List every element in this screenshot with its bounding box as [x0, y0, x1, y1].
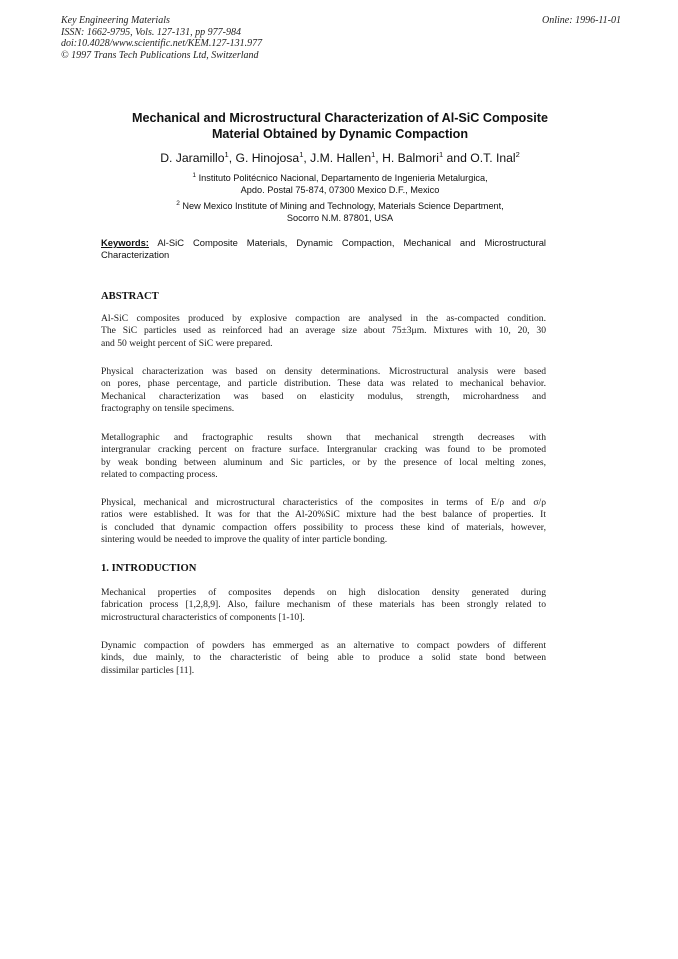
text-line: ratios were established. It was for that the Al-20%SiC mixture had the best balance of properties. It — [101, 509, 546, 521]
paper-title — [80, 110, 600, 142]
text-line: Metallographic and fractographic results shown that mechanical strength decreases with — [101, 432, 546, 443]
keywords-text: Al-SiC Composite Materials, Dynamic Compaction, Mechanical and Microstructural Characterization — [101, 237, 546, 260]
abstract-paragraph — [101, 313, 546, 350]
text-line: fractography on tensile specimens. — [101, 403, 235, 415]
author-affil-mark: 1 — [224, 150, 229, 159]
text-line: microstructural characteristics of components [1-10]. — [101, 611, 305, 623]
text-line: Dynamic compaction of powders has emmerged as an alternative to compact powders of different — [101, 640, 546, 651]
author-separator: , — [375, 151, 383, 165]
affiliation-mark: 2 — [176, 200, 180, 207]
affiliation-2 — [80, 201, 600, 225]
journal-header — [61, 15, 262, 61]
author-affil-mark: 2 — [515, 150, 520, 159]
author-affil-mark: 1 — [438, 150, 444, 159]
text-line: sintering would be needed to improve the quality of inter particle bonding. — [101, 534, 388, 546]
text-line: fabrication process [1,2,8,9]. Also, failure mechanism of these materials has been strongly related to — [101, 599, 546, 611]
text-line: on pores, phase percentage, and particle distribution. These data was related to mechanical behavior. — [101, 378, 546, 390]
abstract-heading: ABSTRACT — [101, 291, 159, 302]
text-line: kinds, due mainly, to the characteristic of being able to produce a solid state bond between — [101, 652, 546, 664]
title-line: Mechanical and Microstructural Characterization of Al-SiC Composite — [132, 111, 548, 125]
author-separator: , — [303, 151, 311, 165]
abstract-paragraph — [101, 497, 546, 547]
online-date: Online: 1996-11-01 — [542, 15, 621, 26]
text-line: related to compacting process. — [101, 469, 218, 481]
abstract-paragraph — [101, 366, 546, 416]
affiliation-line — [80, 173, 600, 185]
author-list — [80, 151, 600, 165]
author-name: O.T. Inal — [470, 151, 516, 165]
affiliation-line: Socorro N.M. 87801, USA — [286, 212, 394, 223]
author-name: G. Hinojosa — [235, 151, 300, 165]
text-line: Mechanical properties of composites depends on high dislocation density generated during — [101, 587, 546, 598]
text-line: and 50 weight percent of SiC were prepared. — [101, 337, 273, 349]
text-line: Mechanical characterization was based on elasticity modulus, strength, microhardness and — [101, 390, 546, 402]
keywords — [101, 237, 546, 261]
doi-line: doi:10.4028/www.scientific.net/KEM.127-131.977 — [61, 38, 263, 50]
author-conjunction: and — [443, 151, 471, 165]
text-line: by weak bonding between aluminum and Sic particles, or by the presence of local melting zones, — [101, 456, 546, 468]
text-line: intergranular cracking percent on fracture surface. Intergranular cracking was found to be promoted — [101, 444, 546, 456]
author-name: J.M. Hallen — [310, 151, 372, 165]
text-line: Physical characterization was based on density determinations. Microstructural analysis were based — [101, 366, 546, 377]
text-line: The SiC particles used as reinforced had an average size about 75±3μm. Mixtures with 10, 20, 30 — [101, 325, 546, 337]
affiliation-1 — [80, 173, 600, 197]
affiliation-line: Apdo. Postal 75-874, 07300 Mexico D.F., Mexico — [240, 184, 440, 195]
copyright-line: © 1997 Trans Tech Publications Ltd, Switzerland — [61, 49, 259, 61]
keywords-label: Keywords: — [101, 237, 149, 248]
author-name: D. Jaramillo — [160, 151, 225, 165]
text-line: Al-SiC composites produced by explosive compaction are analysed in the as-compacted condition. — [101, 313, 546, 324]
affiliation-mark: 1 — [192, 172, 196, 179]
journal-name: Key Engineering Materials — [61, 15, 170, 26]
affiliation-text: New Mexico Institute of Mining and Technology, Materials Science Department, — [182, 201, 504, 211]
issn-line: ISSN: 1662-9795, Vols. 127-131, pp 977-984 — [61, 26, 241, 38]
text-line: Physical, mechanical and microstructural characteristics of the composites in terms of E/ρ and σ/ρ — [101, 497, 546, 508]
text-line: dissimilar particles [11]. — [101, 664, 195, 676]
affiliation-text: Instituto Politécnico Nacional, Departamento de Ingenieria Metalurgica, — [198, 173, 488, 183]
author-affil-mark: 1 — [299, 150, 304, 159]
affiliation-line — [80, 201, 600, 213]
author-separator: , — [228, 151, 236, 165]
text-line: is concluded that dynamic compaction offers possibility to process these kind of materials, however, — [101, 521, 546, 533]
introduction-paragraph — [101, 640, 546, 677]
introduction-paragraph — [101, 587, 546, 624]
author-affil-mark: 1 — [371, 150, 376, 159]
introduction-heading: 1. INTRODUCTION — [101, 563, 197, 574]
abstract-paragraph — [101, 432, 546, 482]
author-name: H. Balmori — [382, 151, 439, 165]
title-line: Material Obtained by Dynamic Compaction — [211, 127, 469, 141]
